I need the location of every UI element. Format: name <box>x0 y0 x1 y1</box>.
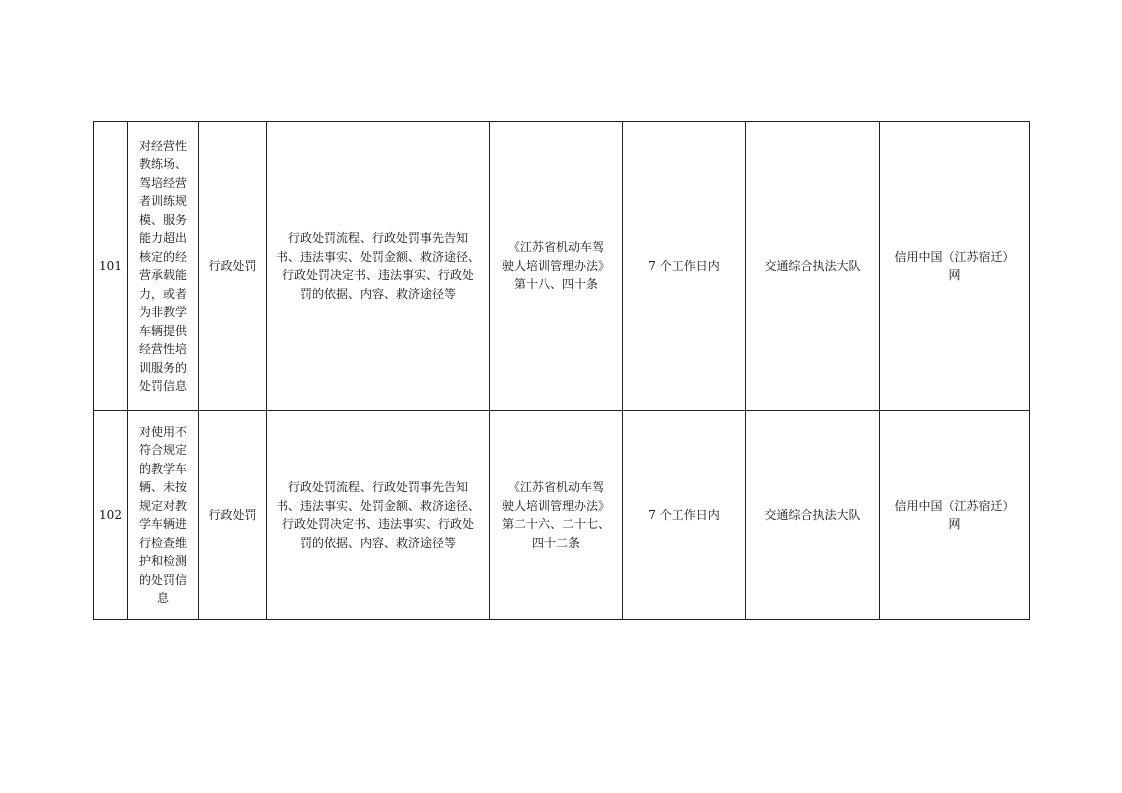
legal-basis: 《江苏省机动车驾 驶人培训管理办法》 第十八、四十条 <box>490 122 623 411</box>
disclosure-category: 行政处罚 <box>199 122 267 411</box>
legal-basis: 《江苏省机动车驾 驶人培训管理办法》 第二十六、二十七、 四十二条 <box>490 411 623 620</box>
disclosure-item: 对使用不 符合规定 的教学车 辆、未按 规定对教 学车辆进 行检查维 护和检测 的处罚信 息 <box>128 411 199 620</box>
table-row <box>94 411 1030 620</box>
disclosure-item: 对经营性 教练场、 驾培经营 者训练规 模、服务 能力超出 核定的经 营承载能 力，或者 为非教学 车辆提供 经营性培 训服务的 处罚信息 <box>128 122 199 411</box>
row-number: 101 <box>94 122 128 411</box>
table-row <box>94 122 1030 411</box>
responsible-department: 交通综合执法大队 <box>746 411 880 620</box>
row-number: 102 <box>94 411 128 620</box>
disclosure-table <box>93 121 1030 620</box>
disclosure-channel: 信用中国（江苏宿迁） 网 <box>880 411 1030 620</box>
time-limit: 7 个工作日内 <box>623 122 746 411</box>
disclosure-channel: 信用中国（江苏宿迁） 网 <box>880 122 1030 411</box>
responsible-department: 交通综合执法大队 <box>746 122 880 411</box>
disclosure-content: 行政处罚流程、行政处罚事先告知 书、违法事实、处罚金额、救济途径、 行政处罚决定书、违法事实、行政处 罚的依据、内容、救济途径等 <box>267 122 490 411</box>
disclosure-content: 行政处罚流程、行政处罚事先告知 书、违法事实、处罚金额、救济途径、 行政处罚决定书、违法事实、行政处 罚的依据、内容、救济途径等 <box>267 411 490 620</box>
time-limit: 7 个工作日内 <box>623 411 746 620</box>
disclosure-category: 行政处罚 <box>199 411 267 620</box>
